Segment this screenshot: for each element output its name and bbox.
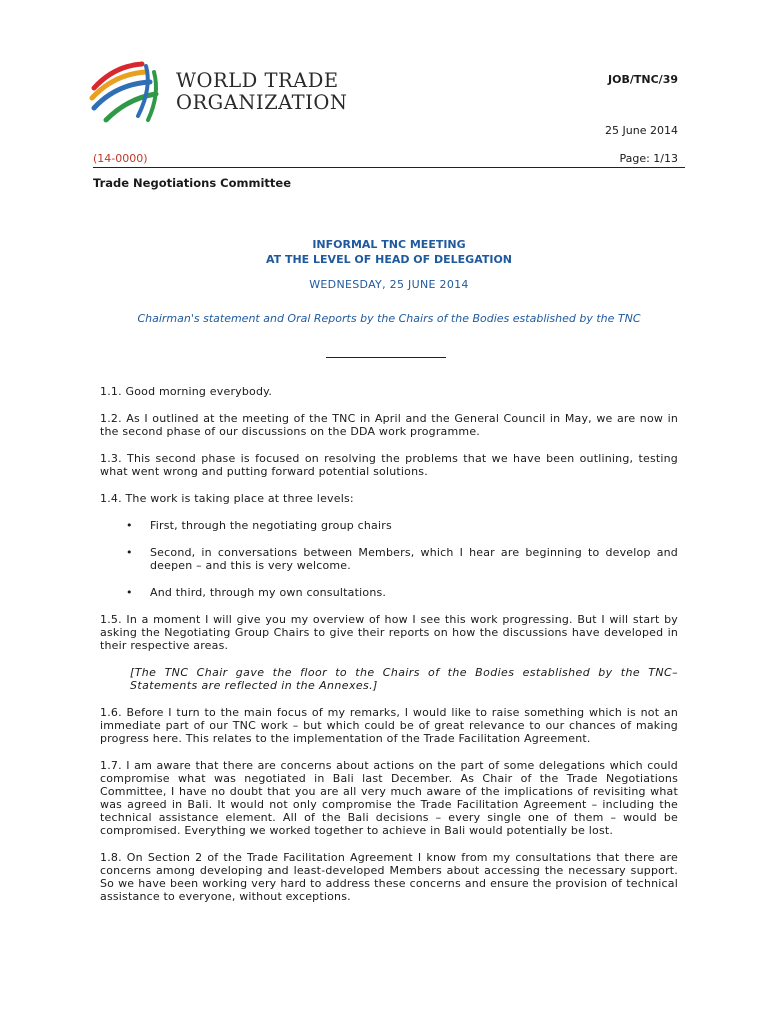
paragraph-1-6: 1.6. Before I turn to the main focus of my remarks, I would like to raise something which is not an immediate part of our TNC work – but which could be of great relevance to our chances of making progress here. This relates to the implementation of the Trade Facilitation Agreement. (100, 706, 678, 745)
list-item: • First, through the negotiating group chairs (150, 519, 678, 532)
title-line1: INFORMAL TNC MEETING (312, 238, 466, 251)
title-line2: AT THE LEVEL OF HEAD OF DELEGATION (265, 253, 513, 266)
page-number: Page: 1/13 (619, 152, 678, 165)
wto-logo-icon (84, 58, 168, 130)
document-title (93, 237, 685, 267)
paragraph-1-4: 1.4. The work is taking place at three levels: (100, 492, 354, 505)
list-item: • Second, in conversations between Members, which I hear are beginning to develop and deepen – and this is very welcome. (150, 546, 678, 572)
title-divider (326, 357, 446, 358)
document-subtitle: Chairman's statement and Oral Reports by the Chairs of the Bodies established by the TNC (137, 312, 641, 325)
organization-name (176, 70, 347, 114)
paragraph-1-5: 1.5. In a moment I will give you my overview of how I see this work progressing. But I will start by asking the Negotiating Group Chairs to give their reports on how the discussions have developed in their respective areas. (100, 613, 678, 652)
meeting-date: WEDNESDAY, 25 JUNE 2014 (309, 278, 469, 291)
paragraph-1-1: 1.1. Good morning everybody. (100, 385, 273, 398)
document-body (100, 385, 678, 917)
paragraph-1-3: 1.3. This second phase is focused on resolving the problems that we have been outlining, testing what went wrong and putting forward potential solutions. (100, 452, 678, 478)
org-name-line2: ORGANIZATION (176, 91, 348, 114)
committee-name: Trade Negotiations Committee (93, 176, 292, 190)
org-name-line1: WORLD TRADE (176, 69, 339, 92)
document-number: JOB/TNC/39 (608, 73, 678, 86)
levels-list (100, 519, 678, 599)
paragraph-1-8: 1.8. On Section 2 of the Trade Facilitation Agreement I know from my consultations that there are concerns among developing and least-developed Members about accessing the necessary support. So we have been working very hard to address these concerns and ensure the provision of technical assistance to everyone, without exceptions. (100, 851, 678, 903)
chair-note: [The TNC Chair gave the floor to the Chairs of the Bodies established by the TNC– Statements are reflected in the Annexes.] (130, 666, 678, 692)
document-date: 25 June 2014 (605, 124, 678, 137)
header-divider (93, 167, 685, 168)
reference-number: (14-0000) (93, 152, 148, 165)
list-item: • And third, through my own consultations. (150, 586, 678, 599)
paragraph-1-2: 1.2. As I outlined at the meeting of the TNC in April and the General Council in May, we are now in the second phase of our discussions on the DDA work programme. (100, 412, 678, 438)
paragraph-1-7: 1.7. I am aware that there are concerns about actions on the part of some delegations which could compromise what was negotiated in Bali last December. As Chair of the Trade Negotiations Committee, I have no doubt that you are all very much aware of the implications of revisiting what was agreed in Bali. It would not only compromise the Trade Facilitation Agreement – including the technical assistance element. All of the Bali decisions – every single one of them – would be compromised. Everything we worked together to achieve in Bali would potentially be lost. (100, 759, 678, 837)
